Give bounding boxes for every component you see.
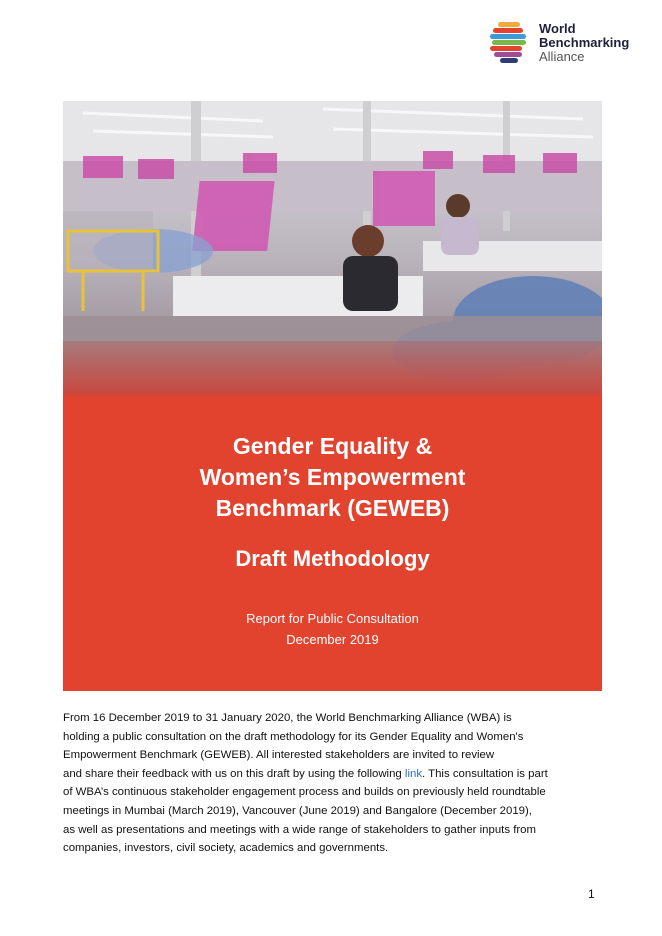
paragraph-line-with-link bbox=[63, 765, 603, 784]
cover-report-info bbox=[63, 608, 602, 650]
cover bbox=[63, 101, 602, 691]
page-number: 1 bbox=[588, 887, 595, 901]
cover-title-line: Benchmark (GEWEB) bbox=[215, 495, 450, 521]
cover-photo bbox=[63, 101, 602, 395]
paragraph-line: meetings in Mumbai (March 2019), Vancouver (June 2019) and Bangalore (December 2019), bbox=[63, 804, 532, 817]
cover-title-line: Gender Equality & bbox=[232, 433, 433, 459]
photo-red-gradient bbox=[63, 341, 602, 395]
cover-title-line: Women’s Empowerment bbox=[199, 464, 466, 490]
logo-line-benchmarking: Benchmarking bbox=[539, 35, 630, 50]
paragraph-line: of WBA’s continuous stakeholder engagement process and builds on previously held roundtable bbox=[63, 786, 546, 799]
cover-subtitle: Draft Methodology bbox=[235, 546, 430, 571]
paragraph-line: Empowerment Benchmark (GEWEB). All interested stakeholders are invited to review bbox=[63, 749, 495, 762]
cover-title bbox=[63, 431, 602, 524]
consultation-link[interactable]: link bbox=[404, 767, 423, 780]
paragraph-line: companies, investors, civil society, academics and governments. bbox=[63, 842, 389, 855]
report-date: December 2019 bbox=[286, 632, 379, 647]
report-type: Report for Public Consultation bbox=[246, 611, 419, 626]
logo-line-world: World bbox=[539, 21, 576, 36]
wba-logo bbox=[490, 20, 650, 66]
paragraph-line: holding a public consultation on the draft methodology for its Gender Equality and Women's bbox=[63, 730, 524, 743]
paragraph-line: as well as presentations and meetings with a wide range of stakeholders to gather inputs from bbox=[63, 823, 536, 836]
paragraph-text: and share their feedback with us on this draft by using the following bbox=[63, 767, 405, 780]
paragraph-text: . This consultation is part bbox=[422, 767, 548, 780]
paragraph-line: From 16 December 2019 to 31 January 2020, the World Benchmarking Alliance (WBA) is bbox=[63, 712, 512, 724]
wba-logo-text bbox=[539, 22, 629, 64]
logo-line-alliance: Alliance bbox=[539, 49, 585, 64]
wba-logo-mark-icon bbox=[490, 20, 534, 64]
intro-paragraph bbox=[63, 709, 603, 858]
